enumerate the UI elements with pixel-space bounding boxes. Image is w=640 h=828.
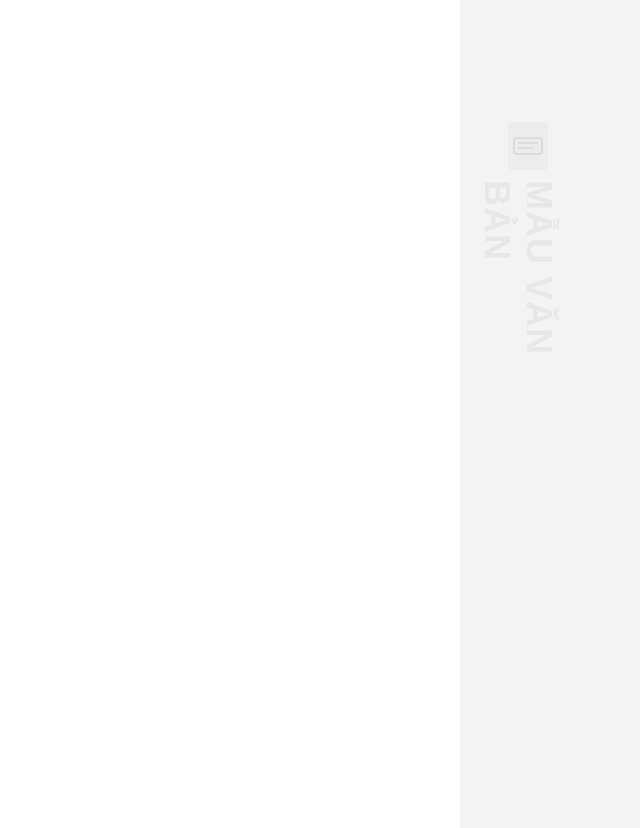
- watermark-logo: [508, 122, 548, 170]
- watermark-text: MẪU VĂN BẢN: [477, 180, 560, 355]
- document-logo-icon: [513, 135, 543, 157]
- edge-fade: [400, 0, 460, 828]
